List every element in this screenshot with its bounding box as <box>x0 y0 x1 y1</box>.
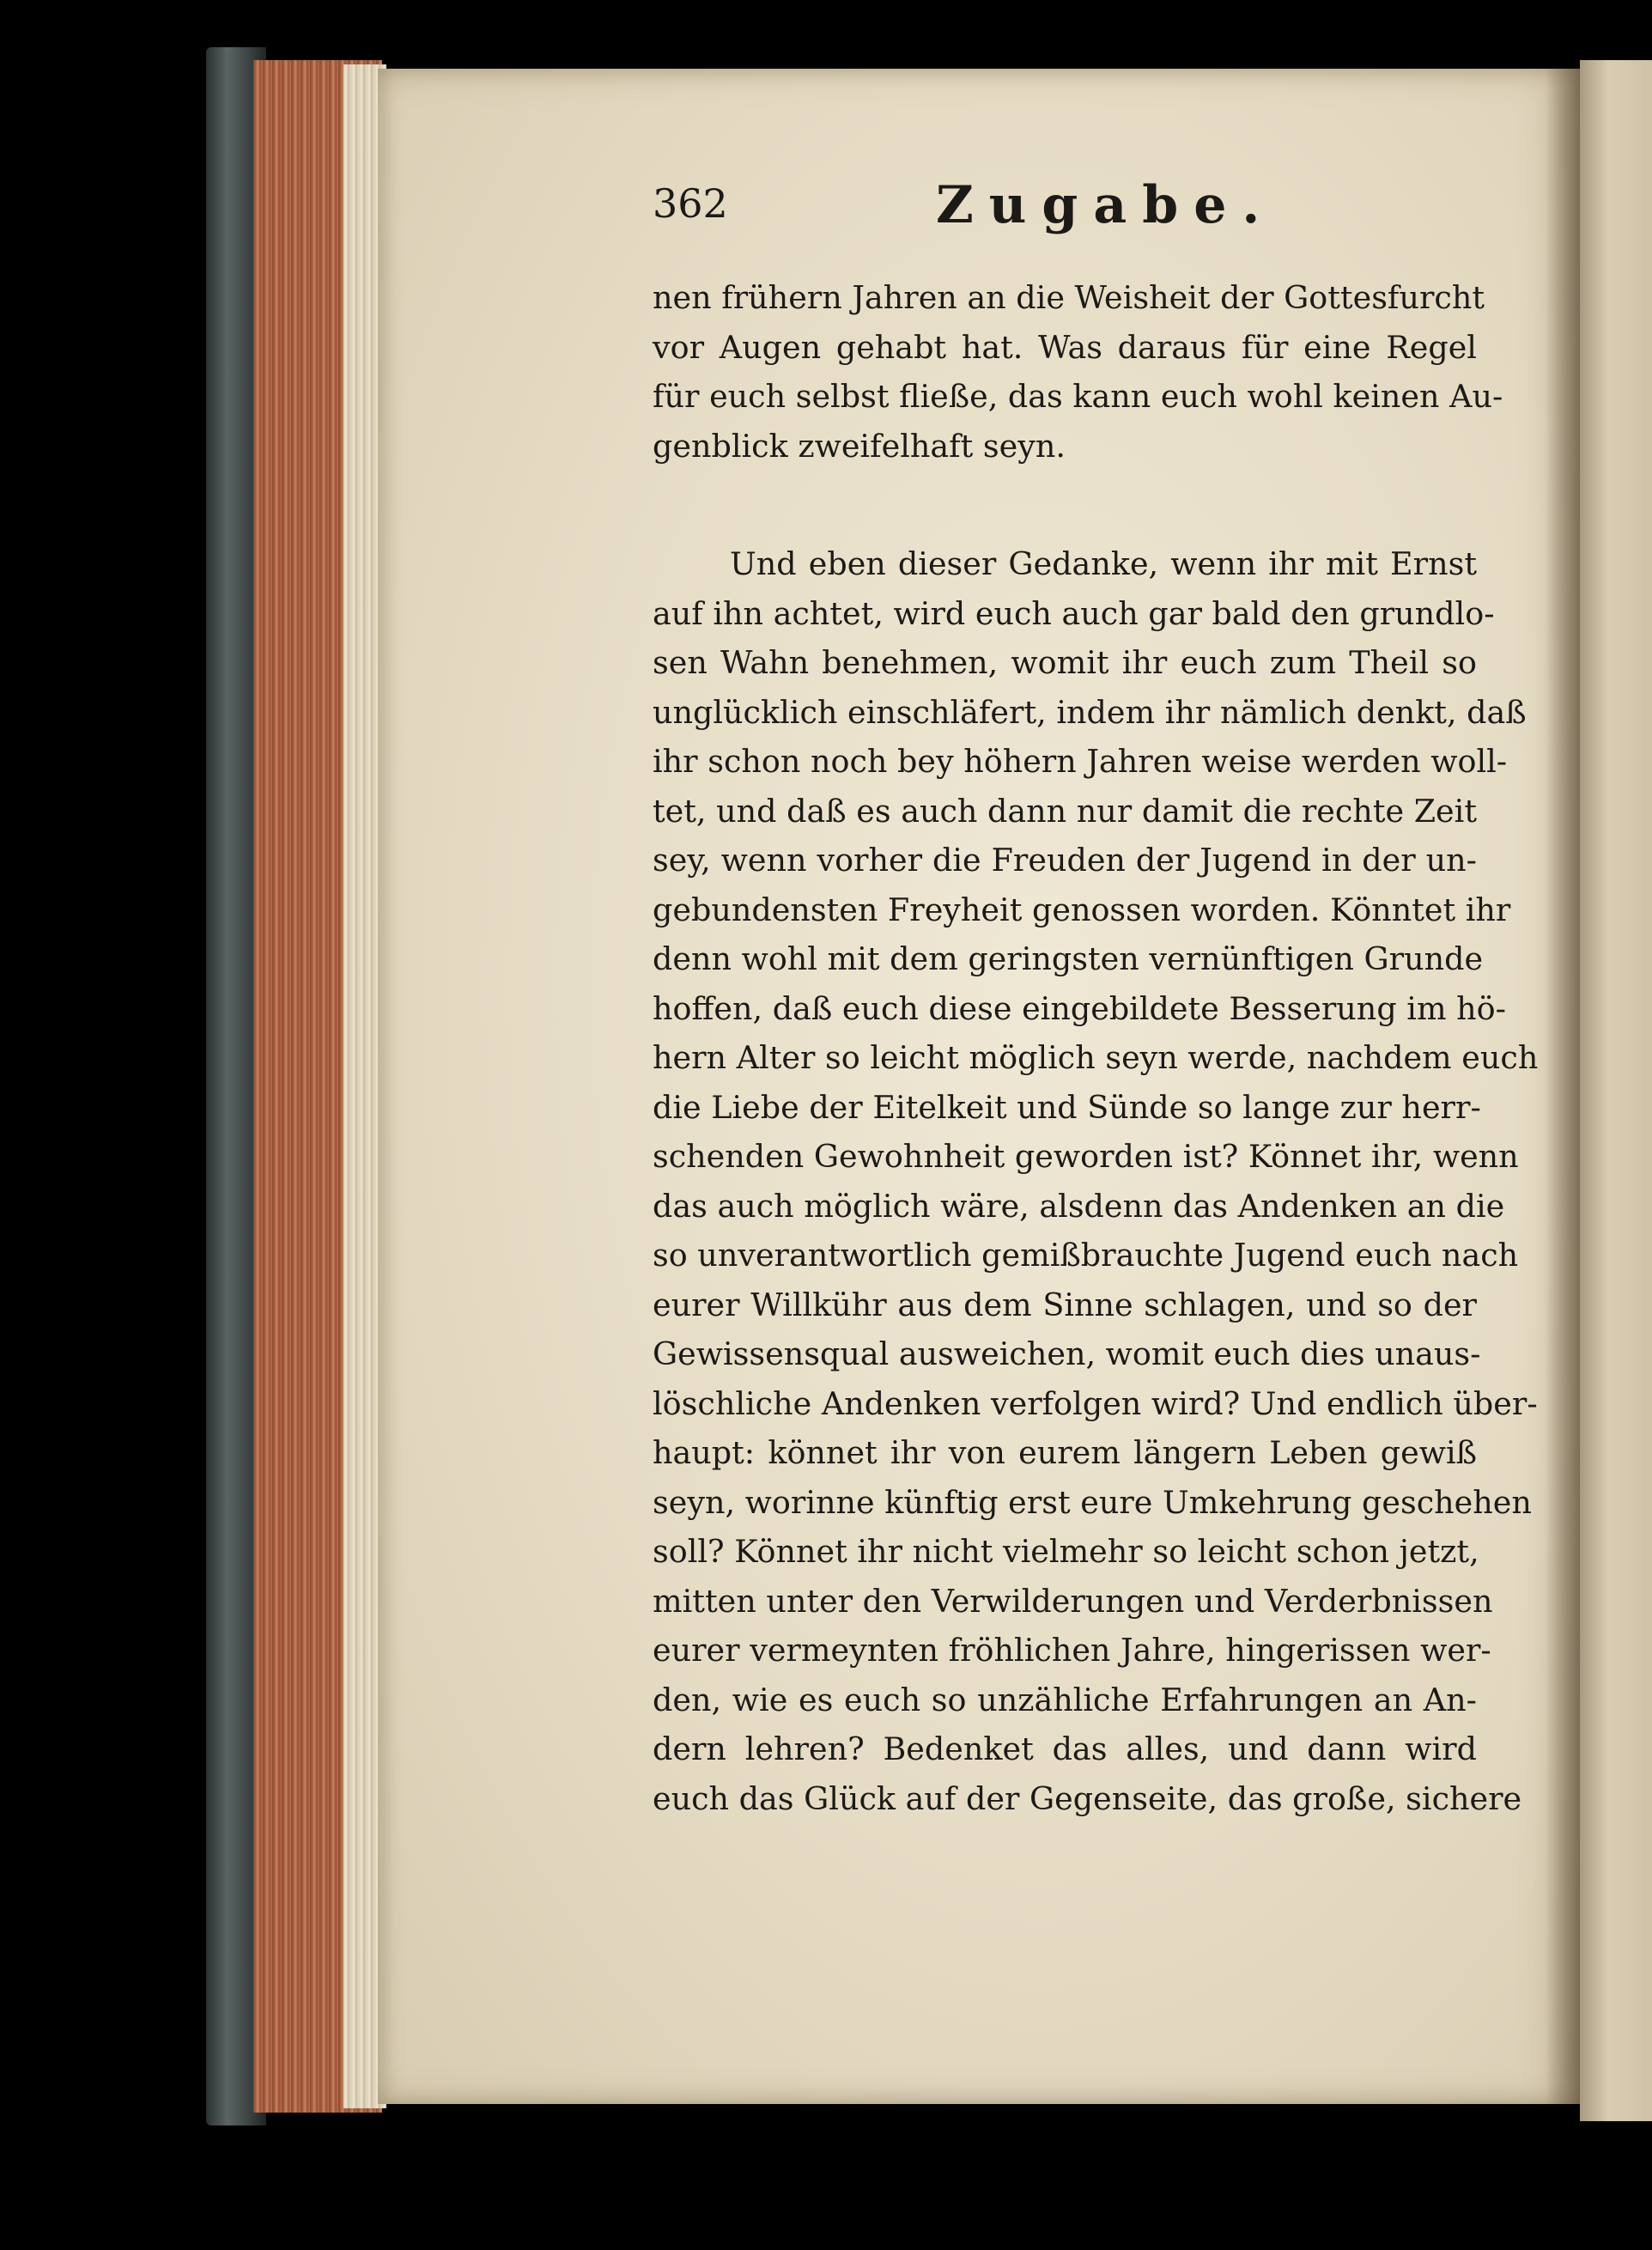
text-line: genblick zweifelhaft seyn. <box>653 427 1066 465</box>
text-line: ihr schon noch bey höhern Jahren weise werden woll- <box>653 743 1508 780</box>
text-line: euch das Glück auf der Gegenseite, das große, sichere <box>653 1779 1522 1817</box>
body-text <box>653 273 1539 1823</box>
text-line: dern lehren? Bedenket das alles, und dann wird <box>653 1730 1477 1767</box>
text-line: das auch möglich wäre, alsdenn das Andenken an die <box>653 1187 1505 1225</box>
text-line: gebundensten Freyheit genossen worden. Könntet ihr <box>653 891 1511 928</box>
text-line: nen frühern Jahren an die Weisheit der Gottesfurcht <box>653 279 1485 316</box>
text-line: hern Alter so leicht möglich seyn werde, nachdem euch <box>653 1039 1539 1076</box>
text-line: löschliche Andenken verfolgen wird? Und endlich über- <box>653 1384 1538 1422</box>
text-line: sen Wahn benehmen, womit ihr euch zum Theil so <box>653 644 1477 681</box>
page-number: 362 <box>653 180 728 227</box>
text-line: für euch selbst fließe, das kann euch wohl keinen Au- <box>653 378 1503 415</box>
text-line: mitten unter den Verwilderungen und Verderbnissen <box>653 1582 1493 1620</box>
text-line: seyn, worinne künftig erst eure Umkehrung geschehen <box>653 1483 1532 1521</box>
running-head: Zugabe. <box>936 175 1276 235</box>
text-line: soll? Könnet ihr nicht vielmehr so leicht schon jetzt, <box>653 1533 1479 1570</box>
paragraph-2 <box>653 539 1539 1823</box>
text-line: haupt: könnet ihr von eurem längern Leben gewiß <box>653 1434 1477 1471</box>
text-line: auf ihn achtet, wird euch auch gar bald den grundlo- <box>653 594 1495 632</box>
text-line: vor Augen gehabt hat. Was daraus für eine Regel <box>653 328 1477 366</box>
text-line: Gewissensqual ausweichen, womit euch dies unaus- <box>653 1335 1481 1372</box>
paragraph-1 <box>653 273 1503 471</box>
text-line: hoffen, daß euch diese eingebildete Besserung im hö- <box>653 989 1506 1027</box>
text-line: eurer vermeynten fröhlichen Jahre, hingerissen wer- <box>653 1632 1491 1669</box>
page-header <box>653 175 1494 258</box>
text-line: sey, wenn vorher die Freuden der Jugend in der un- <box>653 842 1477 879</box>
facing-page <box>1580 60 1652 2121</box>
paragraph-gap <box>653 471 1477 539</box>
text-line: schenden Gewohnheit geworden ist? Könnet ihr, wenn <box>653 1138 1519 1175</box>
text-line: denn wohl mit dem geringsten vernünftigen Grunde <box>653 940 1484 977</box>
text-line: eurer Willkühr aus dem Sinne schlagen, und so der <box>653 1286 1477 1323</box>
text-line: tet, und daß es auch dann nur damit die rechte Zeit <box>653 792 1477 830</box>
text-line: Und eben dieser Gedanke, wenn ihr mit Ernst <box>730 545 1477 582</box>
text-line: die Liebe der Eitelkeit und Sünde so lange zur herr- <box>653 1088 1481 1126</box>
text-line: so unverantwortlich gemißbrauchte Jugend euch nach <box>653 1237 1519 1274</box>
text-line: den, wie es euch so unzähliche Erfahrungen an An- <box>653 1681 1477 1718</box>
text-line: unglücklich einschläfert, indem ihr nämlich denkt, daß <box>653 693 1527 731</box>
